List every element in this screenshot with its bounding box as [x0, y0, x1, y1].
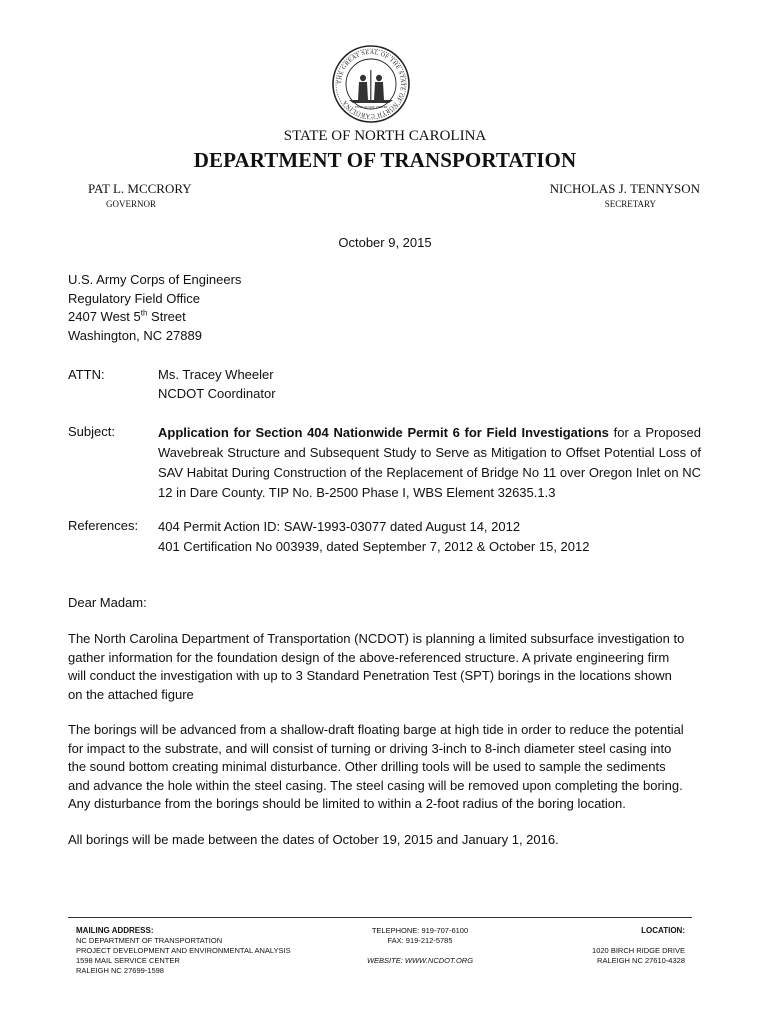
footer-contact	[345, 926, 495, 966]
location-label: LOCATION:	[641, 926, 685, 935]
letter-body	[68, 630, 688, 866]
addressee-line: U.S. Army Corps of Engineers	[68, 272, 242, 287]
body-paragraph: The North Carolina Department of Transportation (NCDOT) is planning a limited subsurface investigation to gather information for the foundation design of the above-referenced structure. A private engineering firm will conduct the investigation with up to 3 Standard Penetration Test (SPT) borings in the locations shown on the attached figure	[68, 631, 685, 702]
salutation: Dear Madam:	[68, 595, 147, 610]
footer-divider	[68, 917, 692, 918]
governor-title: GOVERNOR	[106, 199, 157, 209]
references-label: References:	[68, 518, 139, 533]
attn-label: ATTN:	[68, 367, 105, 382]
footer-location: LOCATION: 1020 BIRCH RIDGE DRIVE RALEIGH NC 27610-4328	[592, 926, 685, 965]
svg-text:ESSE QUAM VIDERI: ESSE QUAM VIDERI	[354, 105, 388, 109]
mailing-label: MAILING ADDRESS:	[76, 926, 154, 935]
svg-text:THE GREAT SEAL OF THE STATE OF: THE GREAT SEAL OF THE STATE OF NORTH CAROLINA	[336, 49, 406, 119]
references-value: 404 Permit Action ID: SAW-1993-03077 dated August 14, 2012 401 Certification No 003939, dated September 7, 2012 & October 15, 2012	[158, 519, 590, 554]
website: WEBSITE: WWW.NCDOT.ORG	[366, 956, 474, 965]
department-name: DEPARTMENT OF TRANSPORTATION	[193, 148, 577, 172]
secretary-name: NICHOLAS J. TENNYSON	[549, 181, 700, 196]
body-paragraph: The borings will be advanced from a shallow-draft floating barge at high tide in order to reduce the potential for impact to the substrate, and will consist of turning or driving 3-inch to 8-inch diameter steel casing into the sound bottom creating minimal disturbance. Other drilling tools will be used to sample the sediments and advance the hole within the steel casing. The steel casing will be removed upon completing the boring. Any disturbance from the borings should be limited to within a 2-foot radius of the boring location.	[68, 722, 684, 811]
addressee-line: 2407 West 5th Street	[68, 308, 186, 324]
subject-label: Subject:	[68, 424, 115, 439]
secretary-title: SECRETARY	[604, 199, 656, 209]
state-name: STATE OF NORTH CAROLINA	[283, 128, 487, 144]
subject-value: Application for Section 404 Nationwide Permit 6 for Field Investigations for a Proposed Wavebreak Structure and Subsequent Study to Serve as Mitigation to Offset Potential Loss of SAV Habitat During Construction of the Replacement of Bridge No 11 over Oregon Inlet on NC 12 in Dare County. TIP No. B-2500 Phase I, WBS Element 32635.1.3	[158, 425, 701, 500]
body-paragraph: All borings will be made between the dates of October 19, 2015 and January 1, 2016.	[68, 831, 559, 847]
governor-name: PAT L. MCCRORY	[88, 181, 192, 196]
addressee-line: Washington, NC 27889	[68, 327, 202, 343]
letter-date: October 9, 2015	[338, 235, 432, 250]
footer-mailing-address: MAILING ADDRESS: NC DEPARTMENT OF TRANSPORTATION PROJECT DEVELOPMENT AND ENVIRONMENTAL ANALYSIS 1598 MAIL SERVICE CENTER RALEIGH NC 27699-1598	[76, 926, 291, 975]
state-seal	[331, 44, 411, 124]
addressee-block	[68, 271, 241, 345]
attn-value: Ms. Tracey Wheeler NCDOT Coordinator	[158, 367, 276, 401]
telephone: TELEPHONE: 919-707-6100	[371, 926, 469, 935]
fax: FAX: 919-212-5785	[387, 936, 453, 945]
addressee-line: Regulatory Field Office	[68, 290, 200, 306]
